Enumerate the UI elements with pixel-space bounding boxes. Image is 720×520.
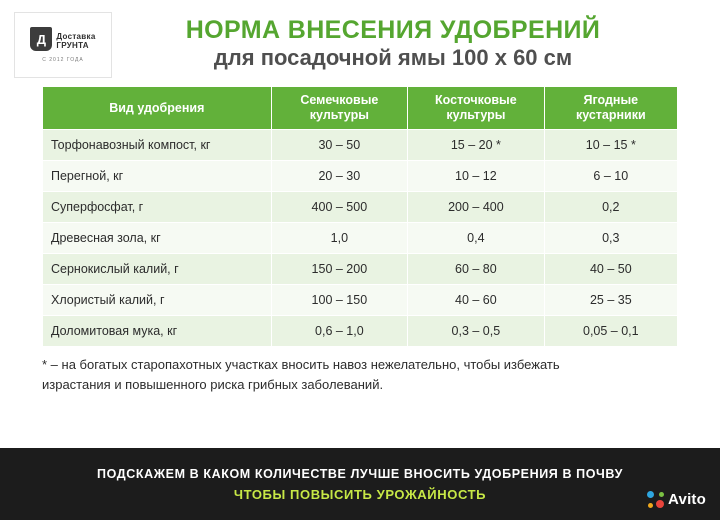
table-row	[43, 223, 678, 254]
fertilizer-table-container	[0, 86, 720, 347]
cell-name: Торфонавозный компост, кг	[43, 130, 272, 161]
logo-text	[56, 32, 95, 50]
column-header-line1: Семечковые	[300, 93, 379, 107]
cell-name: Хлористый калий, г	[43, 285, 272, 316]
fertilizer-table	[42, 86, 678, 347]
cell-berry: 10 – 15 *	[544, 130, 677, 161]
column-header-seed-crops	[271, 87, 408, 130]
cell-seed: 20 – 30	[271, 161, 408, 192]
column-header-line2: кустарники	[575, 108, 646, 122]
cell-stone: 0,4	[408, 223, 545, 254]
title-block	[112, 16, 714, 71]
page-title: НОРМА ВНЕСЕНИЯ УДОБРЕНИЙ	[185, 15, 601, 44]
avito-watermark	[647, 491, 706, 508]
column-header-fertilizer-type	[43, 87, 272, 130]
logo-subtext: С 2012 ГОДА	[42, 57, 84, 63]
table-row	[43, 316, 678, 347]
cell-name: Суперфосфат, г	[43, 192, 272, 223]
logo-text-line1: Доставка	[56, 31, 96, 41]
column-header-line1: Ягодные	[583, 93, 639, 107]
cell-berry: 25 – 35	[544, 285, 677, 316]
avito-logo-icon	[647, 491, 664, 508]
column-header-line2: культуры	[446, 108, 506, 122]
table-row	[43, 130, 678, 161]
cell-stone: 60 – 80	[408, 254, 545, 285]
column-header-line2: культуры	[309, 108, 369, 122]
table-header-row	[43, 87, 678, 130]
table-header	[43, 87, 678, 130]
cell-stone: 40 – 60	[408, 285, 545, 316]
avito-wordmark: Avito	[668, 491, 706, 508]
footnote	[0, 347, 720, 395]
cell-name: Сернокислый калий, г	[43, 254, 272, 285]
table-body	[43, 130, 678, 347]
bottom-banner	[0, 448, 720, 520]
logo-badge-icon: Д	[30, 27, 52, 51]
table-row	[43, 254, 678, 285]
cell-stone: 0,3 – 0,5	[408, 316, 545, 347]
company-logo	[14, 12, 112, 78]
table-row	[43, 192, 678, 223]
cell-berry: 0,05 – 0,1	[544, 316, 677, 347]
page-subtitle: для посадочной ямы 100 х 60 см	[213, 44, 573, 70]
cell-name: Древесная зола, кг	[43, 223, 272, 254]
logo-row	[30, 27, 95, 54]
cell-seed: 100 – 150	[271, 285, 408, 316]
cell-seed: 150 – 200	[271, 254, 408, 285]
cell-stone: 200 – 400	[408, 192, 545, 223]
banner-secondary-text: ЧТОБЫ ПОВЫСИТЬ УРОЖАЙНОСТЬ	[233, 486, 487, 502]
header	[0, 0, 720, 86]
cell-name: Перегной, кг	[43, 161, 272, 192]
table-row	[43, 285, 678, 316]
cell-stone: 10 – 12	[408, 161, 545, 192]
cell-stone: 15 – 20 *	[408, 130, 545, 161]
cell-berry: 0,3	[544, 223, 677, 254]
cell-seed: 400 – 500	[271, 192, 408, 223]
table-row	[43, 161, 678, 192]
cell-seed: 0,6 – 1,0	[271, 316, 408, 347]
banner-primary-text: ПОДСКАЖЕМ В КАКОМ КОЛИЧЕСТВЕ ЛУЧШЕ ВНОСИТЬ УДОБРЕНИЯ В ПОЧВУ	[97, 466, 623, 481]
logo-text-line2: ГРУНТА	[56, 40, 89, 50]
cell-berry: 40 – 50	[544, 254, 677, 285]
column-header-line1: Косточковые	[435, 93, 517, 107]
cell-seed: 30 – 50	[271, 130, 408, 161]
cell-name: Доломитовая мука, кг	[43, 316, 272, 347]
footnote-line-1: * – на богатых старопахотных участках вносить навоз нежелательно, чтобы избежать	[42, 357, 560, 372]
cell-berry: 0,2	[544, 192, 677, 223]
footnote-line-2: израстания и повышенного риска грибных заболеваний.	[42, 377, 384, 392]
column-header-line1: Вид удобрения	[109, 100, 205, 115]
column-header-stone-crops	[408, 87, 545, 130]
cell-berry: 6 – 10	[544, 161, 677, 192]
cell-seed: 1,0	[271, 223, 408, 254]
column-header-berry-shrubs	[544, 87, 677, 130]
